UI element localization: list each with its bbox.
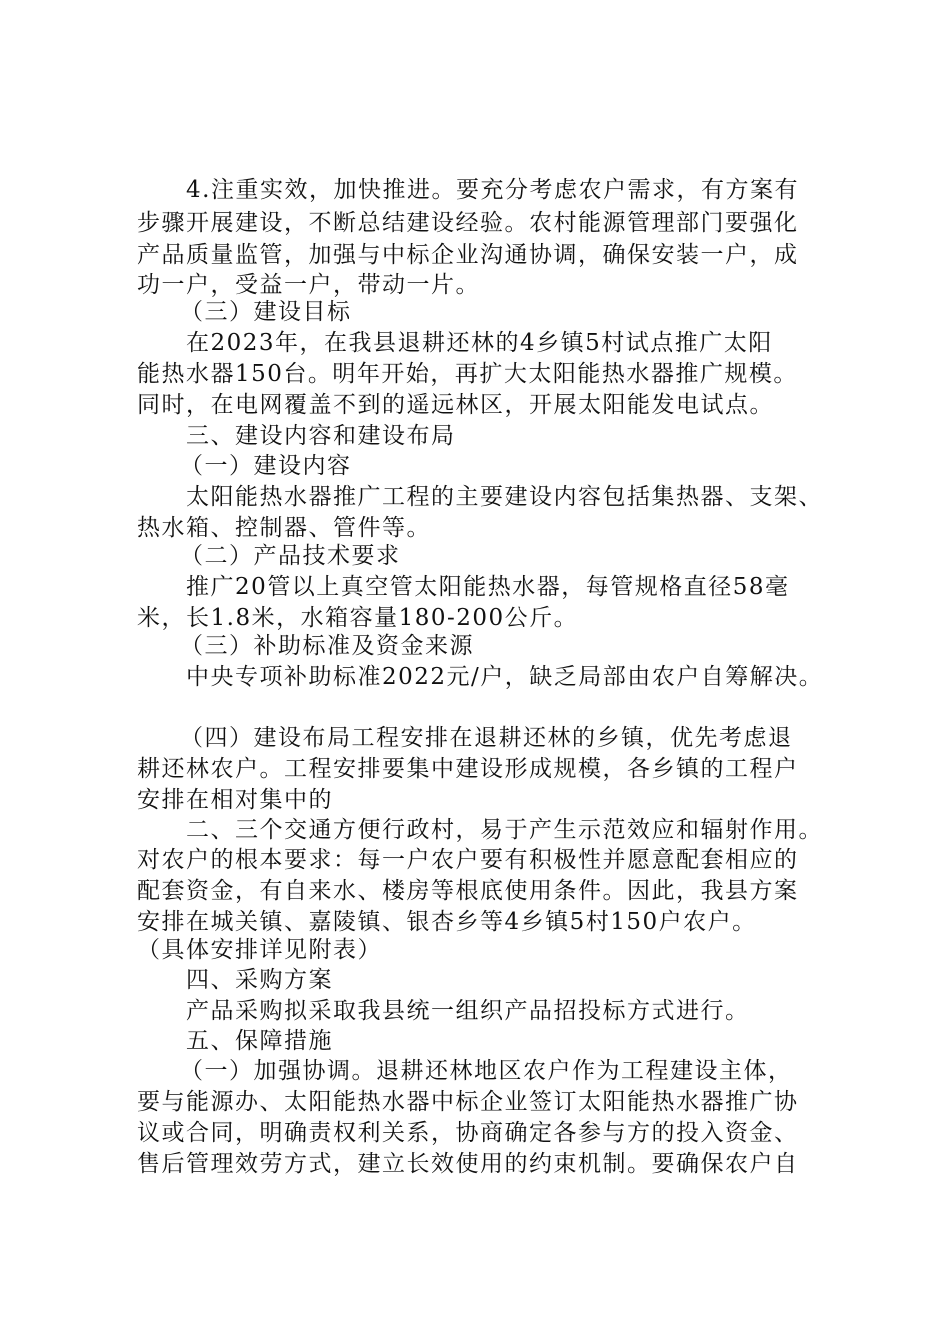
paragraph-line: 热水箱、控制器、管件等。: [137, 515, 431, 541]
section-heading: （三）建设目标: [180, 299, 352, 325]
paragraph-line: 安排在城关镇、嘉陵镇、银杏乡等4乡镇5村150户农户。: [137, 909, 757, 935]
paragraph-line: 安排在相对集中的: [137, 787, 333, 813]
section-heading: 五、保障措施: [186, 1028, 333, 1054]
paragraph-line: 要与能源办、太阳能热水器中标企业签订太阳能热水器推广协: [137, 1089, 799, 1115]
paragraph-line: 同时，在电网覆盖不到的遥远林区，开展太阳能发电试点。: [137, 392, 774, 418]
section-heading: （二）产品技术要求: [180, 543, 401, 569]
paragraph-line: 能热水器150台。明年开始，再扩大太阳能热水器推广规模。: [137, 361, 798, 387]
paragraph-line: 耕还林农户。工程安排要集中建设形成规模，各乡镇的工程户: [137, 756, 799, 782]
paragraph-line: （具体安排详见附表）: [137, 937, 382, 963]
paragraph-line: 功一户，受益一户，带动一片。: [137, 272, 480, 298]
paragraph-line: 在2023年，在我县退耕还林的4乡镇5村试点推广太阳: [186, 330, 773, 356]
section-heading: （三）补助标准及资金来源: [180, 633, 474, 659]
paragraph-line: 推广20管以上真空管太阳能热水器，每管规格直径58毫: [186, 574, 790, 600]
paragraph-line: 售后管理效劳方式，建立长效使用的约束机制。要确保农户自: [137, 1151, 799, 1177]
paragraph-line: 配套资金，有自来水、楼房等根底使用条件。因此，我县方案: [137, 878, 799, 904]
paragraph-line: 产品质量监管，加强与中标企业沟通协调，确保安装一户，成: [137, 242, 799, 268]
paragraph-line: （四）建设布局工程安排在退耕还林的乡镇，优先考虑退: [180, 725, 793, 751]
paragraph-line: （一）加强协调。退耕还林地区农户作为工程建设主体，: [180, 1058, 793, 1084]
section-heading: 四、采购方案: [186, 967, 333, 993]
paragraph-line: 4.注重实效，加快推进。要充分考虑农户需求，有方案有: [186, 177, 799, 203]
paragraph-line: 议或合同，明确责权利关系，协商确定各参与方的投入资金、: [137, 1120, 799, 1146]
paragraph-line: 二、三个交通方便行政村，易于产生示范效应和辐射作用。: [186, 817, 823, 843]
paragraph-line: 太阳能热水器推广工程的主要建设内容包括集热器、支架、: [186, 484, 823, 510]
paragraph-line: 产品采购拟采取我县统一组织产品招投标方式进行。: [186, 998, 750, 1024]
paragraph-line: 步骤开展建设，不断总结建设经验。农村能源管理部门要强化: [137, 210, 799, 236]
paragraph-line: 米，长1.8米，水箱容量180-200公斤。: [137, 605, 579, 631]
paragraph-line: 对农户的根本要求：每一户农户要有积极性并愿意配套相应的: [137, 847, 799, 873]
paragraph-line: 中央专项补助标准2022元/户，缺乏局部由农户自筹解决。: [186, 664, 824, 690]
section-heading: 三、建设内容和建设布局: [186, 423, 456, 449]
section-heading: （一）建设内容: [180, 453, 352, 479]
